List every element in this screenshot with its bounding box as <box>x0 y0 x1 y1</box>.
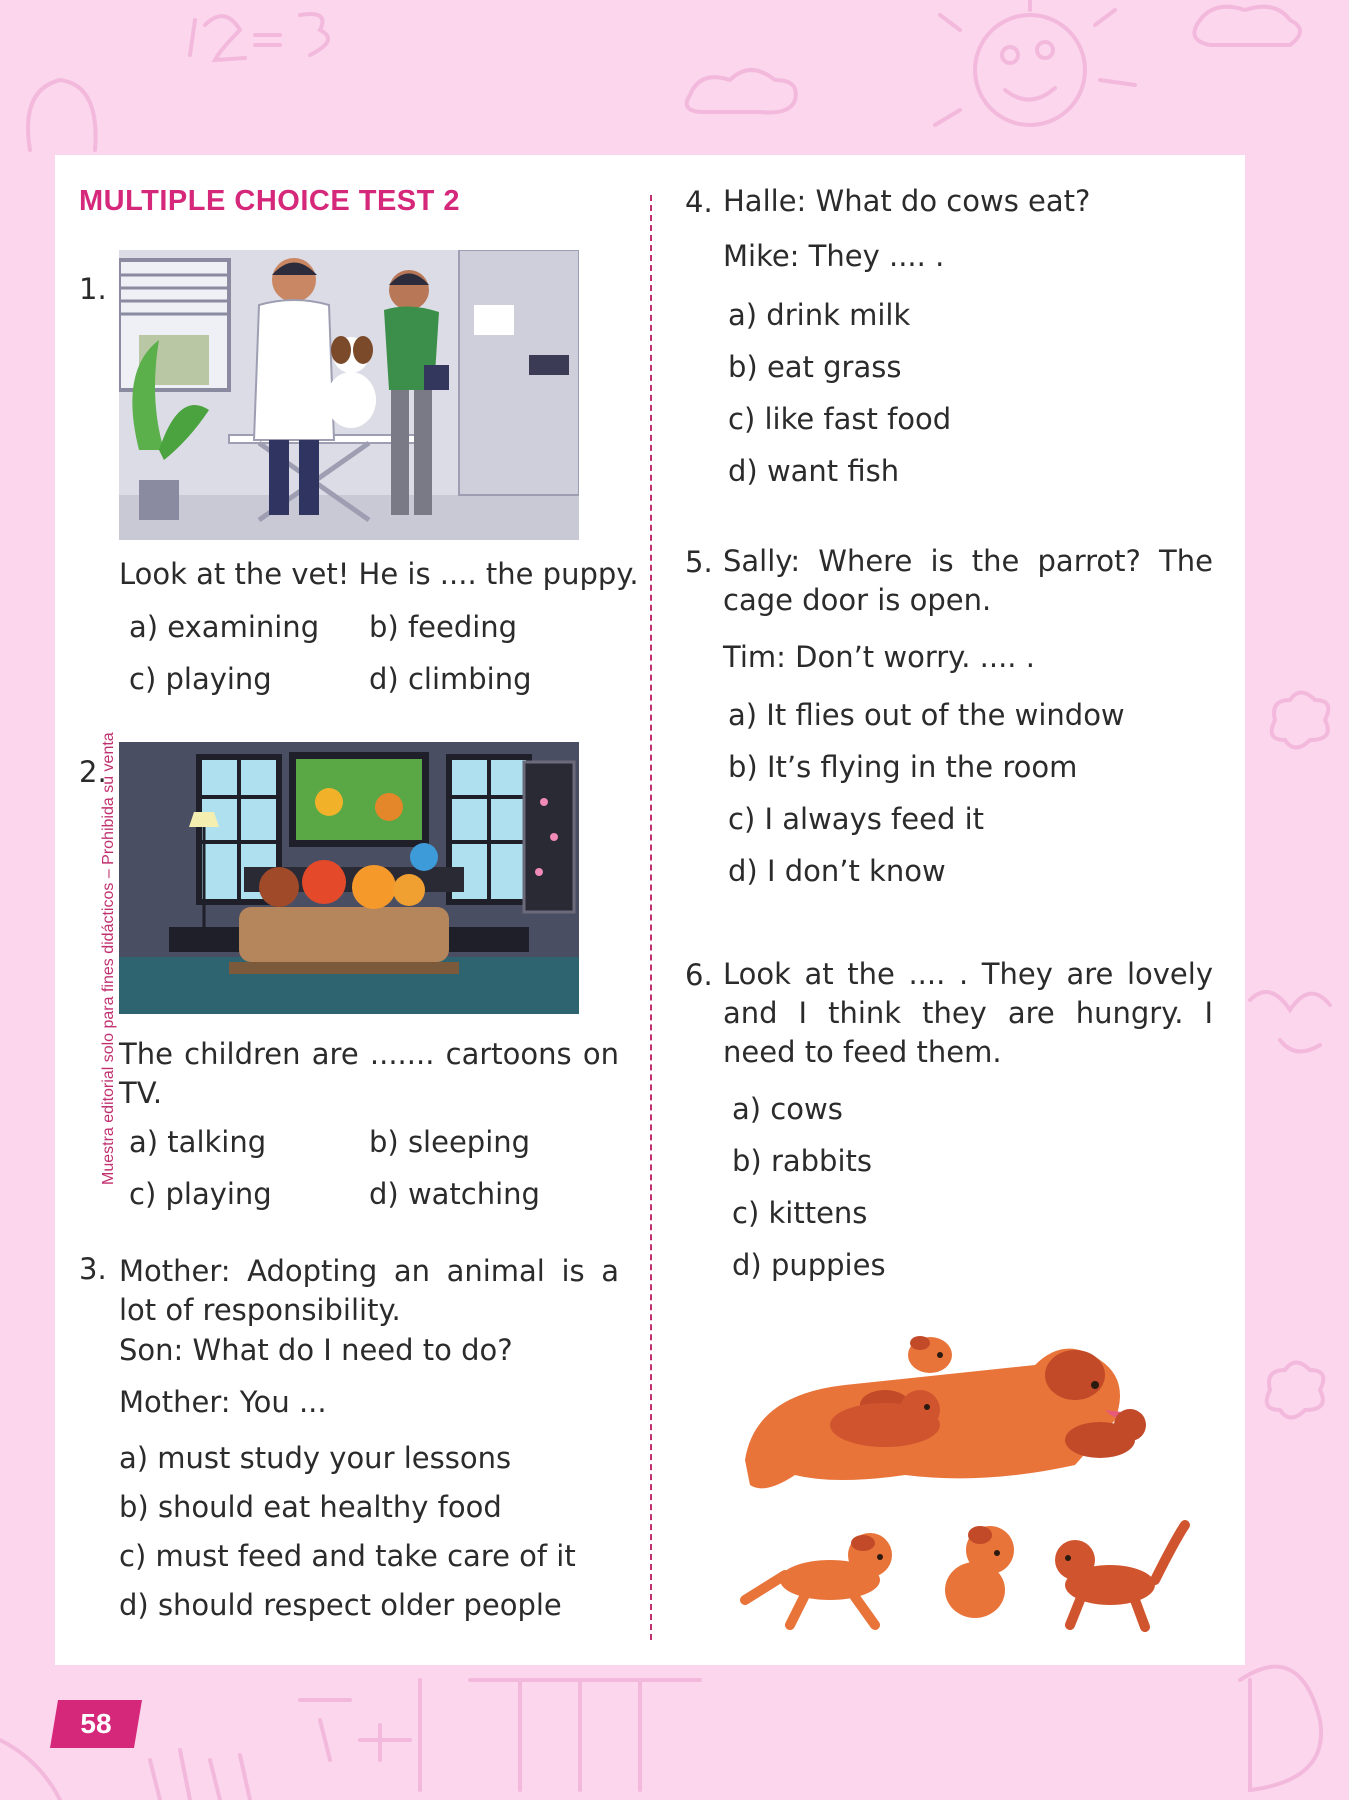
vet-examining-puppy-illustration <box>119 250 579 540</box>
question-5-option-a[interactable]: a) It flies out of the window <box>728 698 1125 732</box>
question-1-option-b[interactable]: b) feeding <box>369 610 518 644</box>
question-2-number: 2. <box>79 755 107 789</box>
question-3-option-a[interactable]: a) must study your lessons <box>119 1441 512 1475</box>
question-1-option-c[interactable]: c) playing <box>129 662 272 696</box>
question-6-option-d[interactable]: d) puppies <box>732 1248 886 1282</box>
question-5-number: 5. <box>685 545 713 579</box>
question-5-option-c[interactable]: c) I always feed it <box>728 802 985 836</box>
question-1-option-d[interactable]: d) climbing <box>369 662 532 696</box>
question-6-option-c[interactable]: c) kittens <box>732 1196 868 1230</box>
dog-with-puppies-illustration <box>735 1325 1205 1640</box>
question-2-option-d[interactable]: d) watching <box>369 1177 540 1211</box>
question-2-text: The children are ....... cartoons on TV. <box>119 1037 619 1110</box>
question-2-option-c[interactable]: c) playing <box>129 1177 272 1211</box>
question-3-line-1: Mother: Adopting an animal is a lot of responsibility. <box>119 1254 619 1327</box>
question-4-option-a[interactable]: a) drink milk <box>728 298 911 332</box>
question-2-option-a[interactable]: a) talking <box>129 1125 267 1159</box>
question-6-option-a[interactable]: a) cows <box>732 1092 843 1126</box>
children-watching-tv-illustration <box>119 742 579 1014</box>
question-1-text: Look at the vet! He is .... the puppy. <box>119 557 639 591</box>
question-4-line-1: Halle: What do cows eat? <box>723 184 1091 218</box>
question-5-line-2: Tim: Don’t worry. .... . <box>723 640 1035 674</box>
question-5-option-d[interactable]: d) I don’t know <box>728 854 946 888</box>
question-6-option-b[interactable]: b) rabbits <box>732 1144 872 1178</box>
question-5-option-b[interactable]: b) It’s flying in the room <box>728 750 1078 784</box>
question-4-option-d[interactable]: d) want fish <box>728 454 900 488</box>
side-note: Muestra editorial solo para fines didácticos – Prohibida su venta <box>100 732 117 1185</box>
page-number: 58 <box>80 1708 112 1739</box>
question-4-number: 4. <box>685 185 713 219</box>
worksheet-card <box>55 155 1245 1665</box>
question-4-option-c[interactable]: c) like fast food <box>728 402 952 436</box>
question-4-line-2: Mike: They .... . <box>723 239 945 273</box>
question-3-number: 3. <box>79 1252 107 1286</box>
question-3-option-c[interactable]: c) must feed and take care of it <box>119 1539 576 1573</box>
question-3-option-d[interactable]: d) should respect older people <box>119 1588 562 1622</box>
question-2-option-b[interactable]: b) sleeping <box>369 1125 531 1159</box>
question-3-line-3: Mother: You ... <box>119 1385 327 1419</box>
column-divider <box>650 195 652 1640</box>
question-1-number: 1. <box>79 272 107 306</box>
question-3-option-b[interactable]: b) should eat healthy food <box>119 1490 502 1524</box>
question-6-line-1: Look at the .... . They are lovely and I think they are hungry. I need to feed them. <box>723 957 1213 1069</box>
page-title: MULTIPLE CHOICE TEST 2 <box>79 185 461 217</box>
question-1-option-a[interactable]: a) examining <box>129 610 320 644</box>
question-4-option-b[interactable]: b) eat grass <box>728 350 902 384</box>
question-6-number: 6. <box>685 958 713 992</box>
question-3-line-2: Son: What do I need to do? <box>119 1333 513 1367</box>
question-5-line-1: Sally: Where is the parrot? The cage door is open. <box>723 544 1213 617</box>
